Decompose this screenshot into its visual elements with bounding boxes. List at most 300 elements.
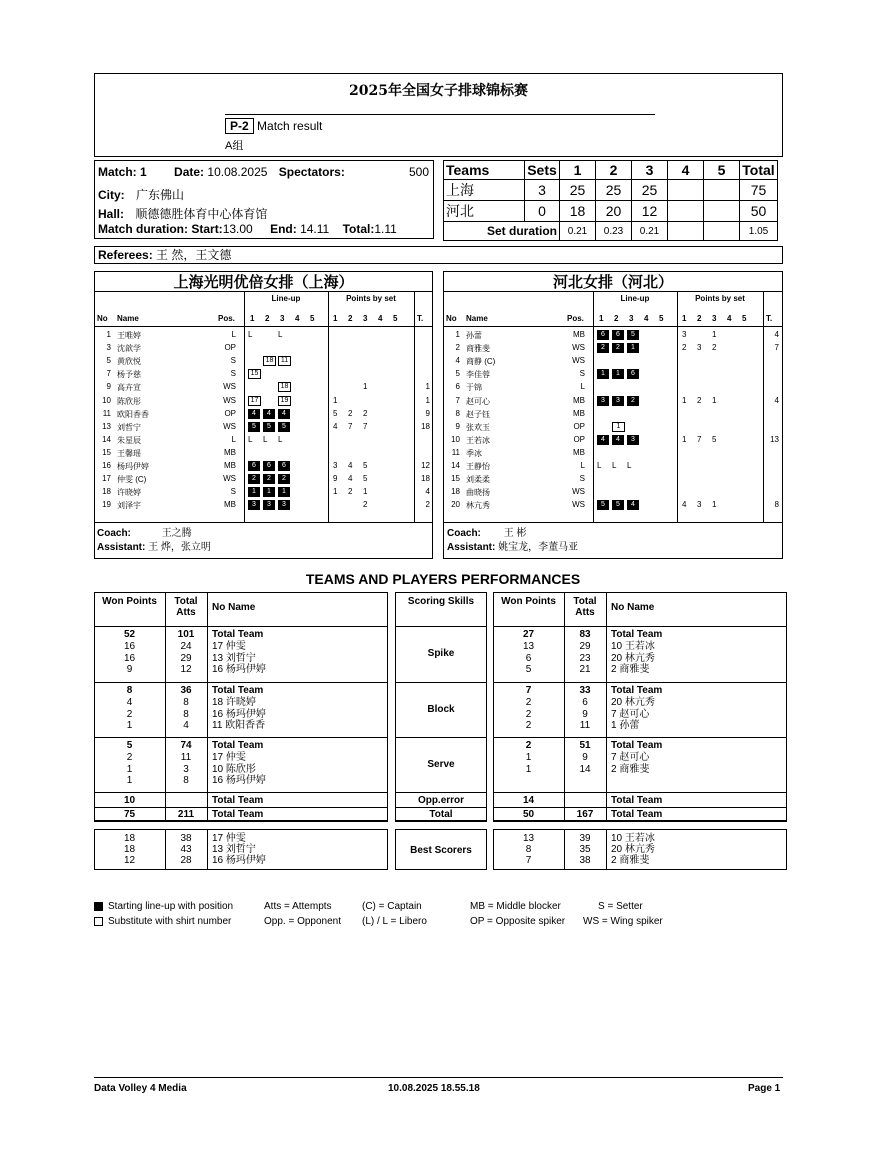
legend-text: Starting line-up with position	[108, 901, 234, 912]
points-set-col: 3	[712, 314, 717, 323]
player-name: 杨玛伊婷	[117, 462, 149, 471]
roster-column-rule	[94, 326, 433, 327]
player-name: 季冰	[466, 448, 482, 458]
player-number: 5	[455, 369, 460, 379]
lineup-set-col: 5	[659, 314, 664, 323]
player-name: 林亢秀	[466, 501, 490, 511]
assistant-label: Assistant:	[447, 542, 496, 553]
won-points: 75	[123, 809, 136, 820]
roster-col-name: Name	[466, 314, 488, 323]
legend-text: WS = Wing spiker	[583, 916, 663, 927]
lineup-entry: L	[278, 330, 283, 339]
points-set-col: 1	[333, 314, 338, 323]
starting-position-marker: 2	[278, 474, 290, 484]
starting-position-marker: 1	[278, 487, 290, 497]
perf-row-divider	[94, 682, 388, 683]
perf-row-divider	[94, 626, 388, 627]
set-points: 7	[697, 434, 702, 444]
end-label: End:	[270, 222, 297, 236]
city-label: City:	[98, 188, 125, 202]
set-score	[668, 201, 704, 222]
won-points: 2	[126, 708, 133, 720]
won-points: 1	[126, 763, 133, 775]
player-number: 18	[102, 487, 111, 497]
perf-row-divider	[395, 626, 487, 627]
player-name: 许晓婷	[117, 488, 141, 498]
roster-footer-rule	[443, 522, 783, 523]
event-title: 2025年全国女子排球锦标赛	[349, 83, 528, 99]
starting-position-marker: 6	[248, 461, 260, 471]
player-number: 10	[102, 395, 111, 405]
player-position: WS	[223, 474, 236, 484]
set-score: 25	[560, 180, 596, 201]
starting-position-marker: 5	[278, 422, 290, 432]
lineup-set-col: 4	[295, 314, 300, 323]
end-value: 14.11	[300, 222, 330, 236]
player-name: 高卉宣	[117, 383, 141, 393]
total-atts: 43	[180, 844, 192, 855]
substitute-legend-icon	[94, 917, 103, 926]
player-position: WS	[572, 356, 585, 366]
player-position: WS	[572, 343, 585, 353]
sets-row-b	[444, 201, 778, 222]
player-name: 王静怡	[466, 462, 490, 471]
total-atts: 6	[582, 696, 588, 708]
no-name-header: No Name	[611, 602, 655, 613]
lineup-entry: L	[263, 434, 268, 444]
roster-column-divider	[677, 291, 678, 522]
player-position: MB	[573, 395, 585, 405]
player-number: 2	[455, 343, 460, 353]
duration-label: Match duration:	[98, 222, 188, 236]
starting-position-marker: 5	[597, 500, 609, 510]
won-points: 16	[123, 652, 136, 664]
player-name: 李佳蓉	[466, 370, 490, 380]
skill-label: Serve	[427, 759, 455, 770]
legend-text: (C) = Captain	[362, 901, 422, 912]
player-position: OP	[224, 408, 236, 418]
lineup-entry: L	[248, 434, 253, 444]
total-atts: 74	[180, 740, 192, 751]
won-points: 18	[123, 833, 136, 844]
player-name: 黄欣悦	[117, 357, 141, 367]
lineup-entry: L	[278, 434, 283, 444]
set-score: 25	[632, 180, 668, 201]
set-points: 1	[333, 487, 338, 497]
perf-row-divider	[493, 737, 787, 738]
player-total-points: 4	[425, 487, 430, 497]
duration-row	[98, 222, 397, 236]
perf-row-divider	[94, 792, 388, 793]
team-a-assistant: 王 烨，张立明	[148, 542, 211, 553]
player-name: 杨予慈	[117, 370, 141, 380]
set-duration-row	[444, 222, 778, 241]
won-points: 2	[126, 751, 133, 763]
total-atts: 21	[579, 664, 591, 676]
substitute-marker: 11	[278, 356, 291, 366]
perf-row-divider	[395, 821, 487, 822]
perf-row-divider	[493, 626, 787, 627]
best-scorer-entry: 20 林亢秀	[611, 844, 655, 855]
perf-row-divider	[395, 807, 487, 808]
set-points: 2	[363, 408, 368, 418]
footer-source: Data Volley 4 Media	[94, 1083, 187, 1094]
best-scorer-entry: 13 刘哲宁	[212, 844, 256, 855]
opp-error-label: Opp.error	[417, 795, 465, 806]
player-number: 9	[455, 421, 460, 431]
team-b-name: 河北女排（河北）	[552, 273, 673, 291]
player-entry: 7 赵可心	[611, 751, 650, 763]
lineup-set-col: 2	[265, 314, 270, 323]
total-team-label: Total Team	[212, 809, 264, 820]
won-points: 1	[525, 763, 532, 775]
player-number: 7	[455, 395, 460, 405]
total-atts: 11	[180, 751, 192, 763]
legend-text: S = Setter	[598, 901, 643, 912]
points-header: Points by set	[695, 294, 745, 303]
total-team-label: Total Team	[212, 629, 264, 640]
match-info-box	[94, 160, 434, 239]
player-position: S	[579, 369, 585, 379]
points-set-col: 3	[363, 314, 368, 323]
set-points: 5	[363, 461, 368, 470]
perf-row-divider	[493, 682, 787, 683]
player-total-points: 1	[425, 395, 430, 405]
sets-header-sets: Sets	[525, 161, 560, 180]
won-points: 12	[123, 855, 136, 866]
total-atts: 29	[579, 640, 591, 652]
perf-row-divider	[493, 807, 787, 808]
total-atts: 23	[579, 652, 591, 664]
player-number: 14	[102, 434, 111, 444]
points-set-col: 4	[727, 314, 732, 323]
set-points: 4	[333, 421, 338, 431]
starting-position-marker: 1	[612, 369, 624, 379]
total-atts: 35	[579, 844, 591, 855]
set-points: 3	[697, 500, 702, 510]
starting-position-marker: 2	[263, 474, 275, 484]
team-b-roster-box	[443, 271, 783, 559]
starting-position-marker: 5	[612, 500, 624, 510]
player-position: OP	[573, 434, 585, 444]
total-atts: 8	[183, 708, 189, 720]
player-name: 欧阳香香	[117, 409, 149, 419]
player-name: 商静 (C)	[466, 357, 496, 367]
player-name: 于锦	[466, 383, 482, 393]
starting-position-marker: 2	[248, 474, 260, 484]
starting-position-marker: 4	[248, 409, 260, 419]
total-atts: 14	[579, 763, 591, 775]
player-number: 13	[102, 421, 111, 431]
player-position: S	[230, 487, 236, 497]
set-duration: 0.21	[632, 222, 668, 241]
total-atts-header: Total Atts	[174, 596, 198, 618]
team-a-coach: 王之腾	[161, 528, 192, 539]
player-position: MB	[224, 461, 236, 470]
player-entry: 20 林亢秀	[611, 696, 655, 708]
won-points: 2	[525, 708, 532, 720]
player-position: L	[231, 434, 236, 444]
won-points: 5	[126, 740, 133, 751]
player-entry: 11 欧阳香香	[212, 720, 266, 732]
team-b-coach: 王 彬	[503, 528, 527, 539]
set-points: 2	[712, 343, 717, 353]
team-a-coach-block	[97, 527, 211, 555]
set-points: 3	[682, 330, 687, 339]
won-points: 14	[522, 795, 535, 806]
player-position: L	[580, 461, 585, 470]
set-points: 4	[348, 474, 353, 484]
won-points: 8	[525, 844, 532, 855]
best-scorer-entry: 2 商雅斐	[611, 855, 650, 866]
player-position: MB	[224, 447, 236, 457]
player-total-points: 7	[774, 343, 779, 353]
lineup-set-col: 2	[614, 314, 619, 323]
total-atts: 36	[180, 685, 192, 696]
sets-won: 3	[525, 180, 560, 201]
player-position: MB	[573, 408, 585, 418]
set-duration	[704, 222, 740, 241]
starting-position-marker: 3	[597, 396, 609, 406]
player-total-points: 9	[425, 408, 430, 418]
set-score	[668, 180, 704, 201]
starting-position-marker: 5	[263, 422, 275, 432]
player-entry: 2 商雅斐	[611, 664, 650, 676]
player-number: 5	[106, 356, 111, 366]
set-points: 3	[697, 343, 702, 353]
total-atts: 101	[177, 629, 195, 640]
set-points: 5	[333, 408, 338, 418]
player-number: 15	[451, 474, 460, 484]
set-points: 1	[712, 500, 717, 510]
won-points: 2	[525, 740, 532, 751]
scoring-skills-header: Scoring Skills	[407, 596, 475, 607]
spectators-value: 500	[408, 165, 429, 179]
starting-position-marker: 2	[597, 343, 609, 353]
player-number: 7	[106, 369, 111, 379]
substitute-marker: 18	[278, 382, 291, 392]
best-scorer-entry: 16 杨玛伊婷	[212, 855, 266, 866]
total-score: 75	[740, 180, 778, 201]
points-set-col: 5	[742, 314, 747, 323]
sets-header-1: 1	[560, 161, 596, 180]
perf-row-divider	[493, 821, 787, 822]
player-number: 15	[102, 447, 111, 457]
won-points: 7	[525, 685, 532, 696]
player-name: 曲晓扬	[466, 488, 490, 498]
starting-lineup-legend-icon	[94, 902, 103, 911]
roster-col-no: No	[97, 314, 108, 323]
lineup-entry: L	[627, 461, 632, 470]
won-points-header: Won Points	[501, 596, 556, 607]
lineup-set-col: 5	[310, 314, 315, 323]
starting-position-marker: 3	[612, 396, 624, 406]
won-points: 2	[525, 696, 532, 708]
won-points: 4	[126, 696, 133, 708]
won-points: 18	[123, 844, 136, 855]
player-entry: 7 赵可心	[611, 708, 650, 720]
legend-row-1	[94, 901, 233, 912]
sets-header-total: Total	[740, 161, 778, 180]
substitute-marker: 19	[278, 396, 291, 406]
total-atts: 28	[180, 855, 192, 866]
points-header: Points by set	[346, 294, 396, 303]
player-name: 朱星辰	[117, 435, 141, 445]
sets-header-3: 3	[632, 161, 668, 180]
total-atts: 38	[180, 833, 192, 844]
roster-col-name: Name	[117, 314, 139, 323]
points-set-col: 5	[393, 314, 398, 323]
set-points: 9	[333, 474, 338, 484]
total-atts: 33	[579, 685, 591, 696]
set-score: 25	[596, 180, 632, 201]
performance-title: TEAMS AND PLAYERS PERFORMANCES	[305, 571, 581, 587]
player-entry: 18 许晓婷	[212, 696, 256, 708]
footer-rule	[94, 1077, 783, 1078]
player-entry: 16 杨玛伊婷	[212, 708, 266, 720]
roster-col-no: No	[446, 314, 457, 323]
total-atts: 3	[183, 763, 189, 775]
skill-label: Block	[427, 704, 455, 715]
total-atts: 12	[180, 664, 192, 676]
starting-position-marker: 6	[278, 461, 290, 471]
spectators-label: Spectators:	[278, 165, 345, 179]
set-score: 18	[560, 201, 596, 222]
set-points: 2	[348, 487, 353, 497]
player-position: S	[230, 369, 236, 379]
total-atts: 11	[579, 720, 591, 732]
won-points: 8	[126, 685, 133, 696]
set-points: 5	[712, 434, 717, 444]
roster-column-divider	[244, 291, 245, 522]
lineup-set-col: 1	[250, 314, 255, 323]
report-code-line	[225, 119, 322, 133]
player-position: MB	[573, 330, 585, 339]
player-total-points: 2	[425, 500, 430, 510]
player-position: OP	[224, 343, 236, 353]
roster-col-pos: Pos.	[567, 314, 584, 323]
player-entry: 1 孙蕾	[611, 720, 640, 732]
set-points: 1	[682, 434, 687, 444]
player-name: 沈歆学	[117, 344, 141, 354]
player-entry: 10 陈欣彤	[212, 763, 256, 775]
player-total-points: 12	[421, 461, 430, 470]
player-total-points: 18	[421, 474, 430, 484]
won-points: 1	[126, 720, 133, 732]
starting-position-marker: 3	[627, 435, 639, 445]
sets-table	[443, 160, 778, 241]
total-atts: 4	[183, 720, 189, 732]
player-entry: 17 仲雯	[212, 751, 246, 763]
coach-label: Coach:	[447, 528, 481, 539]
set-score	[704, 201, 740, 222]
won-points: 13	[522, 640, 535, 652]
starting-position-marker: 4	[278, 409, 290, 419]
player-name: 张欢玉	[466, 422, 490, 432]
set-score: 12	[632, 201, 668, 222]
set-points: 2	[363, 500, 368, 510]
sets-header-5: 5	[704, 161, 740, 180]
starting-position-marker: 2	[612, 343, 624, 353]
starting-position-marker: 5	[627, 330, 639, 340]
lineup-entry: L	[612, 461, 617, 470]
starting-position-marker: 4	[263, 409, 275, 419]
won-points: 7	[525, 855, 532, 866]
sets-team-name: 上海	[444, 180, 525, 201]
referees-label: Referees:	[98, 248, 153, 262]
player-total-points: 8	[774, 500, 779, 510]
substitute-marker: 15	[248, 369, 261, 379]
team-b-coach-block	[447, 527, 578, 555]
start-label: Start:	[191, 222, 223, 236]
points-total-col: T.	[417, 314, 424, 323]
set-points: 2	[682, 343, 687, 353]
player-number: 1	[455, 330, 460, 339]
player-name: 刘泽宇	[117, 501, 141, 511]
player-entry: 17 仲雯	[212, 640, 246, 652]
player-number: 11	[451, 447, 460, 457]
player-name: 刘哲宁	[117, 422, 141, 432]
referees-names: 王 然，王文德	[156, 248, 232, 262]
set-points: 1	[363, 487, 368, 497]
group-label: A组	[225, 140, 244, 152]
lineup-set-col: 4	[644, 314, 649, 323]
footer-timestamp: 10.08.2025 18.55.18	[388, 1083, 480, 1094]
player-name: 刘柔柔	[466, 475, 490, 485]
lineup-set-col: 3	[629, 314, 634, 323]
won-points: 2	[525, 720, 532, 732]
player-position: WS	[223, 382, 236, 392]
won-points: 50	[522, 809, 535, 820]
perf-row-divider	[493, 792, 787, 793]
player-entry: 16 杨玛伊婷	[212, 664, 266, 676]
perf-row-divider	[94, 737, 388, 738]
starting-position-marker: 6	[627, 369, 639, 379]
set-points: 2	[348, 408, 353, 418]
total-duration-value: 1.11	[374, 222, 397, 236]
starting-position-marker: 3	[248, 500, 260, 510]
lineup-entry: L	[248, 330, 253, 339]
player-number: 18	[451, 487, 460, 497]
points-set-col: 2	[348, 314, 353, 323]
points-total-col: T.	[766, 314, 773, 323]
total-atts: 51	[579, 740, 591, 751]
set-points: 3	[333, 461, 338, 470]
total-team-label: Total Team	[611, 809, 663, 820]
player-name: 赵可心	[466, 396, 490, 406]
set-points: 4	[682, 500, 687, 510]
sets-header-row	[444, 161, 778, 180]
best-scorers-label: Best Scorers	[410, 845, 472, 856]
player-number: 11	[102, 408, 111, 418]
total-atts: 38	[579, 855, 591, 866]
player-position: MB	[224, 500, 236, 510]
player-name: 赵子钰	[466, 409, 490, 419]
player-total-points: 13	[770, 434, 779, 444]
sets-row-a	[444, 180, 778, 201]
player-number: 8	[455, 408, 460, 418]
team-a-name: 上海光明优倍女排（上海）	[173, 273, 354, 291]
roster-column-rule	[443, 326, 783, 327]
total-atts: 83	[579, 629, 591, 640]
report-header	[94, 73, 783, 157]
player-number: 14	[451, 461, 460, 470]
starting-position-marker: 4	[627, 500, 639, 510]
report-code: P-2	[225, 118, 254, 134]
player-entry: 13 刘哲宁	[212, 652, 256, 664]
set-points: 2	[697, 395, 702, 405]
won-points: 52	[123, 629, 136, 640]
